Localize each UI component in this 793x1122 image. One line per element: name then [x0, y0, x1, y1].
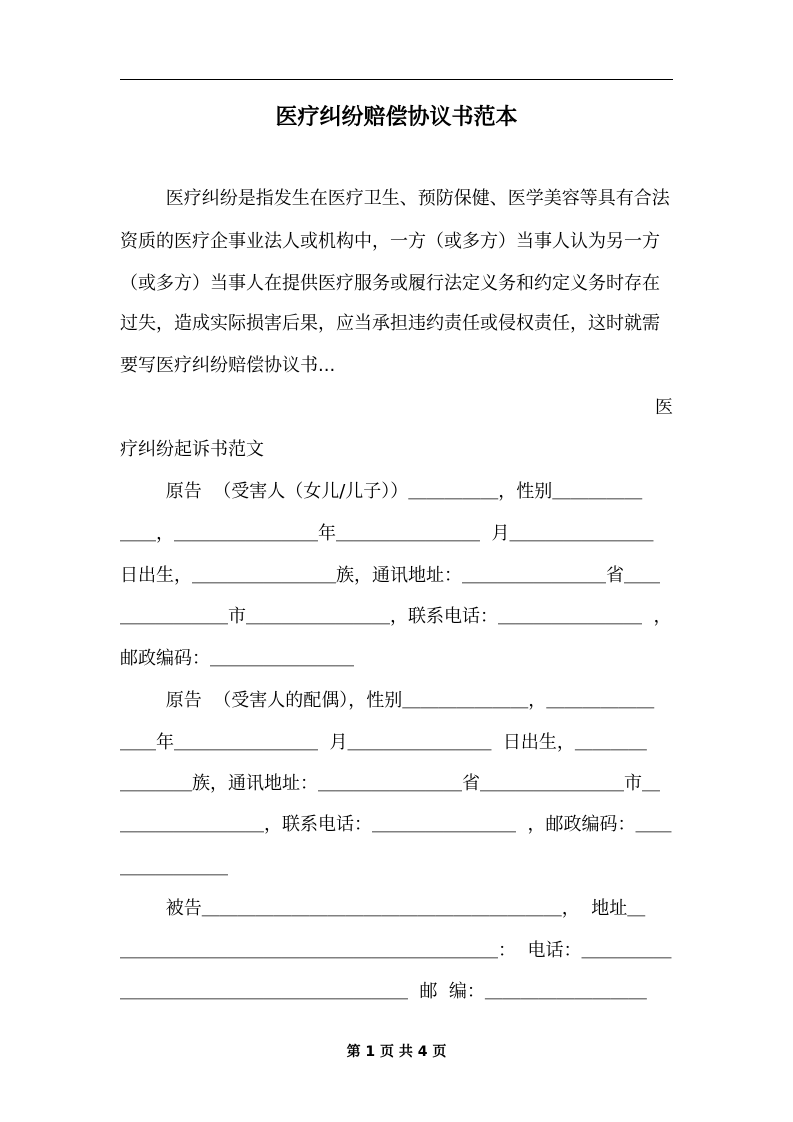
text-line: ＿＿＿＿＿＿ — [120, 857, 228, 878]
text-line: ＿＿，＿＿＿＿＿＿＿＿年＿＿＿＿＿＿＿＿ 月＿＿＿＿＿＿＿＿ — [120, 523, 654, 544]
text-line: ＿＿＿＿＿＿市＿＿＿＿＿＿＿＿，联系电话：＿＿＿＿＿＿＿＿ ， — [120, 606, 672, 627]
text-line: 要写医疗纠纷赔偿协议书... — [120, 355, 336, 376]
text-line: ＿＿＿＿＿＿＿＿＿＿＿＿＿＿＿＿＿＿＿＿＿： 电话：＿＿＿＿＿ — [120, 940, 672, 961]
text-line: ＿＿年＿＿＿＿＿＿＿＿ 月＿＿＿＿＿＿＿＿ 日出生，＿＿＿＿ — [120, 732, 647, 753]
text-line: 疗纠纷起诉书范文 — [120, 439, 264, 460]
text-line: ＿＿＿＿＿＿＿＿，联系电话：＿＿＿＿＿＿＿＿ ，邮政编码：＿＿ — [120, 814, 672, 835]
text-line: 邮政编码：＿＿＿＿＿＿＿＿ — [120, 648, 354, 669]
text-line: 原告 （受害人的配偶），性别＿＿＿＿＿＿＿，＿＿＿＿＿＿ — [120, 690, 655, 711]
text-line: 被告＿＿＿＿＿＿＿＿＿＿＿＿＿＿＿＿＿＿＿＿， 地址＿ — [120, 898, 646, 919]
text-line: （或多方）当事人在提供医疗服务或履行法定义务和约定义务时存在 — [120, 273, 660, 294]
text-line: ＿＿＿＿＿＿＿＿＿＿＿＿＿＿＿＿ 邮 编：＿＿＿＿＿＿＿＿＿ — [120, 981, 647, 1002]
text-line: 资质的医疗企事业法人或机构中，一方（或多方）当事人认为另一方 — [120, 231, 660, 252]
header-rule — [120, 79, 673, 80]
text-line: 日出生，＿＿＿＿＿＿＿＿族，通讯地址：＿＿＿＿＿＿＿＿省＿＿ — [120, 565, 660, 586]
page-footer: 第 1 页 共 4 页 — [346, 1044, 447, 1060]
text-line: 原告 （受害人（女儿/儿子））＿＿＿＿＿，性别＿＿＿＿＿ — [120, 481, 643, 502]
text-line: ＿＿＿＿族，通讯地址：＿＿＿＿＿＿＿＿省＿＿＿＿＿＿＿＿市＿ — [120, 773, 660, 794]
text-line: 医疗纠纷是指发生在医疗卫生、预防保健、医学美容等具有合法 — [120, 188, 670, 209]
text-line: 过失，造成实际损害后果，应当承担违约责任或侵权责任，这时就需 — [120, 313, 660, 334]
text-line: 医 — [655, 397, 673, 418]
document-title: 医疗纠纷赔偿协议书范本 — [275, 105, 518, 130]
